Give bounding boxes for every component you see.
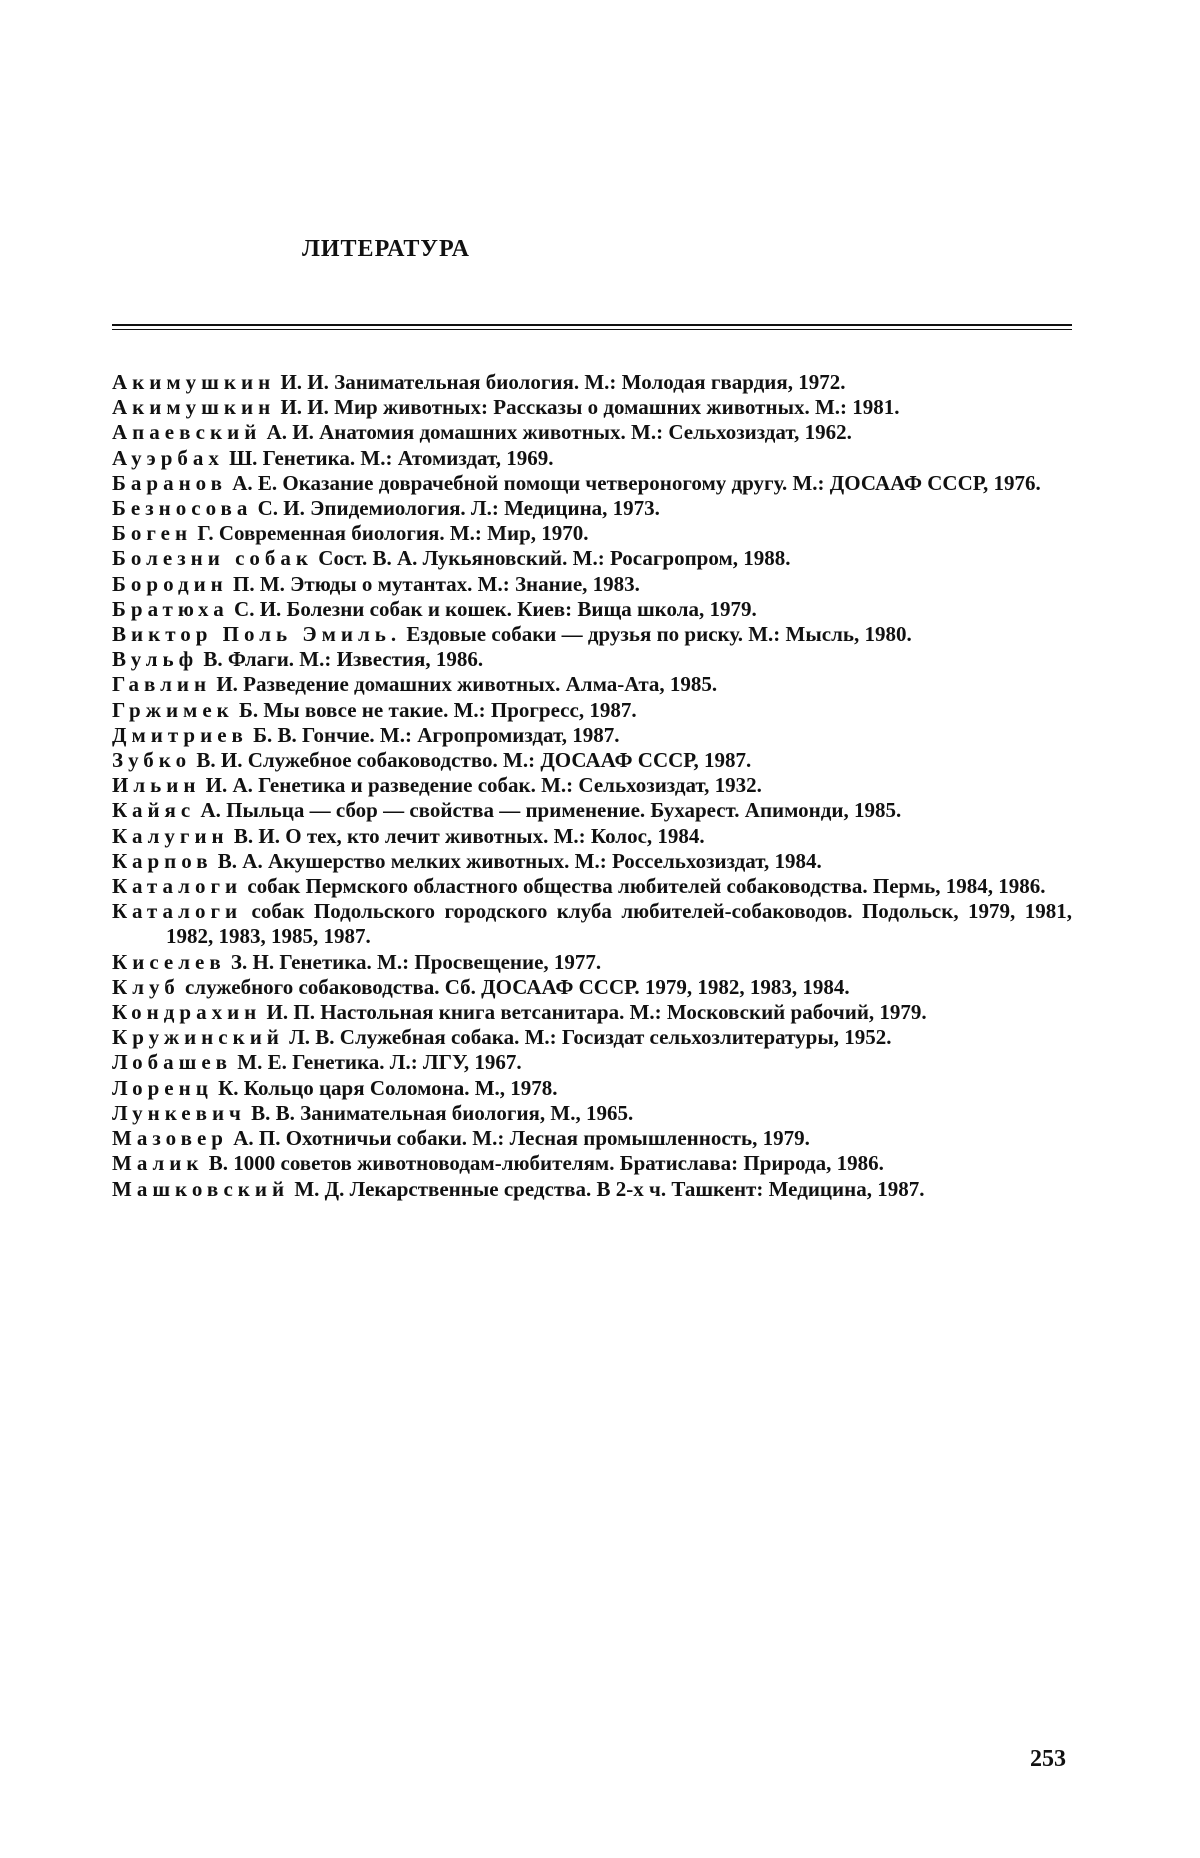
bibliography-entry — [112, 748, 1072, 773]
bibliography-entry — [112, 1076, 1072, 1101]
bibliography-entry — [112, 723, 1072, 748]
bibliography-entry — [112, 824, 1072, 849]
entry-text: С. И. Эпидемиология. Л.: Медицина, 1973. — [257, 496, 660, 521]
entry-author: Лобашев — [112, 1050, 233, 1075]
entry-text: Б. В. Гончие. М.: Агропромиздат, 1987. — [253, 722, 620, 747]
entry-author: Кружинский — [112, 1025, 284, 1050]
entry-author: Баранов — [112, 470, 227, 495]
entry-author: Лоренц — [112, 1075, 213, 1100]
entry-author: Клуб — [112, 974, 180, 999]
entry-author: Акимушкин — [112, 370, 276, 394]
entry-author: Апаевский — [112, 420, 262, 445]
entry-text: Л. В. Служебная собака. М.: Госиздат сельхозлитературы, 1952. — [289, 1025, 892, 1050]
bibliography-entry — [112, 849, 1072, 874]
bibliography-entry — [112, 950, 1072, 975]
entry-author: Вульф — [112, 647, 199, 672]
bibliography-entry — [112, 798, 1072, 823]
bibliography-entry — [112, 1025, 1072, 1050]
entry-text: М. Е. Генетика. Л.: ЛГУ, 1967. — [237, 1050, 522, 1075]
entry-text: собак Подольского городского клуба любителей-собаководов. Подольск, 1979, 1981, 1982, 1983, 1985, 1987. — [166, 899, 1072, 949]
entry-text: А. П. Охотничьи собаки. М.: Лесная промышленность, 1979. — [233, 1126, 810, 1151]
bibliography-entry — [112, 874, 1072, 899]
entry-text: К. Кольцо царя Соломона. М., 1978. — [218, 1075, 558, 1100]
entry-author: Ауэрбах — [112, 445, 224, 470]
entry-author: Кайяс — [112, 798, 196, 823]
entry-author: Лункевич — [112, 1100, 246, 1125]
entry-author: Карпов — [112, 848, 213, 873]
entry-text: З. Н. Генетика. М.: Просвещение, 1977. — [230, 949, 602, 974]
entry-author: Машковский — [112, 1176, 290, 1201]
entry-author: Гавлин — [112, 672, 212, 697]
entry-text: П. М. Этюды о мутантах. М.: Знание, 1983. — [233, 571, 640, 596]
entry-author: Каталоги — [112, 874, 243, 899]
entry-author: Малик — [112, 1151, 204, 1176]
bibliography-entry — [112, 1126, 1072, 1151]
entry-text: Ш. Генетика. М.: Атомиздат, 1969. — [229, 445, 554, 470]
bibliography-entry — [112, 698, 1072, 723]
entry-author: Бородин — [112, 571, 228, 596]
bibliography-entry — [112, 572, 1072, 597]
entry-author: Ильин — [112, 773, 201, 798]
entry-author: Безносова — [112, 496, 253, 521]
entry-text: И. А. Генетика и разведение собак. М.: Сельхозиздат, 1932. — [205, 773, 762, 798]
entry-author: Братюха — [112, 596, 229, 621]
bibliography-entry — [112, 370, 1072, 395]
entry-text: И. П. Настольная книга ветсанитара. М.: Московский рабочий, 1979. — [266, 1000, 927, 1025]
entry-author: Боген — [112, 521, 193, 546]
entry-author: Дмитриев — [112, 722, 248, 747]
bibliography-entry — [112, 1151, 1072, 1176]
entry-text: И. И. Мир животных: Рассказы о домашних животных. М.: 1981. — [280, 395, 900, 420]
bibliography-entry — [112, 1000, 1072, 1025]
entry-author: Кондрахин — [112, 1000, 262, 1025]
bibliography-entry — [112, 773, 1072, 798]
bibliography-entry — [112, 622, 1072, 647]
entry-text: А. Е. Оказание доврачебной помощи четвероногому другу. М.: ДОСААФ СССР, 1976. — [232, 470, 1041, 495]
bibliography-entry — [112, 395, 1072, 420]
bibliography-entry — [112, 1101, 1072, 1126]
entry-text: В. И. О тех, кто лечит животных. М.: Колос, 1984. — [233, 823, 705, 848]
entry-text: В. В. Занимательная биология, М., 1965. — [251, 1100, 634, 1125]
header-rule — [112, 324, 1072, 326]
bibliography-entry — [112, 647, 1072, 672]
bibliography-entry — [112, 446, 1072, 471]
bibliography-entry — [112, 597, 1072, 622]
bibliography-entry — [112, 1050, 1072, 1075]
bibliography-entry — [112, 496, 1072, 521]
entry-author: Киселев — [112, 949, 226, 974]
entry-author: Гржимек — [112, 697, 234, 722]
bibliography-list — [112, 370, 1072, 1202]
entry-text: Ездовые собаки — друзья по риску. М.: Мысль, 1980. — [406, 622, 912, 647]
entry-author: Акимушкин — [112, 395, 276, 420]
entry-author: Виктор Поль Эмиль. — [112, 622, 402, 647]
bibliography-entry — [112, 471, 1072, 496]
entry-text: В. И. Служебное собаководство. М.: ДОСААФ СССР, 1987. — [196, 748, 752, 773]
bibliography-entry — [112, 899, 1072, 949]
entry-text: В. 1000 советов животноводам-любителям. Братислава: Природа, 1986. — [208, 1151, 884, 1176]
entry-text: собак Пермского областного общества любителей собаководства. Пермь, 1984, 1986. — [247, 874, 1046, 899]
entry-author: Зубко — [112, 748, 192, 773]
entry-author: Каталоги — [112, 899, 243, 924]
entry-text: Г. Современная биология. М.: Мир, 1970. — [197, 521, 589, 546]
entry-text: А. Пыльца — сбор — свойства — применение. Бухарест. Апимонди, 1985. — [200, 798, 902, 823]
bibliography-entry — [112, 420, 1072, 445]
entry-text: Б. Мы вовсе не такие. М.: Прогресс, 1987. — [239, 697, 637, 722]
entry-author: Калугин — [112, 823, 229, 848]
page-number: 253 — [1030, 1746, 1066, 1772]
entry-text: служебного собаководства. Сб. ДОСААФ СССР. 1979, 1982, 1983, 1984. — [184, 974, 850, 999]
entry-text: С. И. Болезни собак и кошек. Киев: Вища школа, 1979. — [234, 596, 757, 621]
entry-text: М. Д. Лекарственные средства. В 2-х ч. Ташкент: Медицина, 1987. — [294, 1176, 925, 1201]
entry-text: В. Флаги. М.: Известия, 1986. — [203, 647, 484, 672]
entry-text: Сост. В. А. Лукьяновский. М.: Росагропром, 1988. — [318, 546, 791, 571]
entry-text: И. Разведение домашних животных. Алма-Ата, 1985. — [216, 672, 718, 697]
bibliography-entry — [112, 975, 1072, 1000]
entry-text: А. И. Анатомия домашних животных. М.: Сельхозиздат, 1962. — [266, 420, 852, 445]
entry-author: Болезни собак — [112, 546, 314, 571]
entry-text: И. И. Занимательная биология. М.: Молодая гвардия, 1972. — [280, 370, 846, 394]
header-rule-thin — [112, 329, 1072, 330]
bibliography-entry — [112, 672, 1072, 697]
page-title: ЛИТЕРАТУРА — [302, 236, 470, 262]
entry-author: Мазовер — [112, 1126, 228, 1151]
bibliography-entry — [112, 521, 1072, 546]
entry-text: В. А. Акушерство мелких животных. М.: Россельхозиздат, 1984. — [217, 848, 822, 873]
bibliography-entry — [112, 546, 1072, 571]
bibliography-entry — [112, 1177, 1072, 1202]
